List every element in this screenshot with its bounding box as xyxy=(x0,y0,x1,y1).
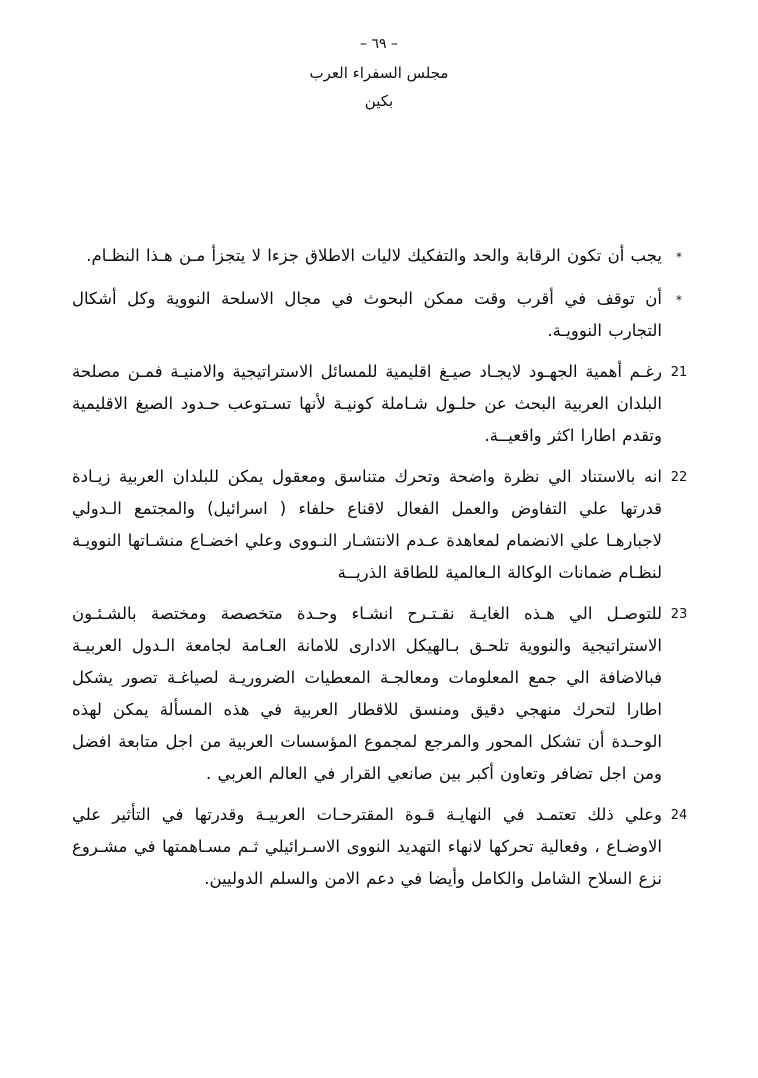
paragraph-marker: * xyxy=(676,250,682,264)
paragraph-bullet-1 xyxy=(72,240,696,274)
paragraph-21 xyxy=(72,356,696,452)
paragraph-marker: 21 xyxy=(670,365,688,380)
header-title-line-2: بكين xyxy=(364,92,394,110)
paragraph-bullet-2 xyxy=(72,283,696,347)
page-number: – ٦٩ – xyxy=(360,36,398,52)
paragraph-24 xyxy=(72,799,696,895)
paragraph-text: يجب أن تكون الرقابة والحد والتفكيك لاليات الاطلاق جزءا لا يتجزأ مـن هـذا النظـام. xyxy=(86,246,662,265)
header-title-line-1: مجلس السفراء العرب xyxy=(309,64,449,82)
paragraph-text: وعلي ذلك تعتمـد في النهايـة قـوة المقترحـات العربيـة وقدرتها في التأثير علي الاوضـاع ، وفعالية تحركها لانهاء التهديد النووى الاسـرائيلي ثـم مسـاهمتها في مشـروع نزع السلاح الشامل والكامل وأيضا في دعم الامن والسلم الدوليين. xyxy=(72,805,662,888)
paragraph-text: انه بالاستناد الي نظرة واضحة وتحرك متناسق ومعقول يمكن للبلدان العربية زيـادة قدرتها علي التفاوض والعمل الفعال لاقناع حلفاء ( اسرائيل) والمجتمع الـدولي لاجبارهـا علي الانضمام لمعاهدة عـدم الانتشـار النـووى وعلي اخضـاع منشـاتها النوويـة لنظـام ضمانات الوكالة الـعالمية للطاقة الذريــة xyxy=(72,467,662,582)
page-header xyxy=(0,0,758,110)
paragraph-text: للتوصـل الي هـذه الغايـة نقـتـرح انشـاء وحـدة متخصصة ومختصة بالشـئـون الاستراتيجية والنووية تلحـق بـالهيكل الادارى للامانة العـامة لجامعة الـدول العربيـة فبالاضافة الي جمع المعلومات ومعالجـة المعطيات الضروريـة لصياغـة تصور يشكل اطارا لتحرك منهجي دقيق ومنسق للاقطار العربية في هذه المسألة يمكن لهذه الوحـدة أن تشكل المحور والمرجع لمجموع المؤسسات العربية من اجل متابعة افضل ومن اجل تضافر وتعاون أكبر بين صانعي القرار في العالم العربي . xyxy=(72,604,662,783)
paragraph-text: أن توقف في أقرب وقت ممكن البحوث في مجال الاسلحة النووية وكل أشكال التجارب النوويـة. xyxy=(72,289,662,340)
paragraph-23 xyxy=(72,598,696,790)
paragraph-text: رغـم أهمية الجهـود لايجـاد صيـغ اقليمية للمسائل الاستراتيجية والامنيـة فمـن مصلحة البلدان العربية البحث عن حلـول شـاملة كونيـة لأنها تسـتوعب حـدود الصيغ الاقليمية وتقدم اطارا اكثر واقعيــة. xyxy=(72,362,662,445)
paragraph-marker: 24 xyxy=(670,808,688,823)
paragraph-marker: * xyxy=(676,293,682,307)
paragraph-marker: 22 xyxy=(670,470,688,485)
paragraph-22 xyxy=(72,461,696,589)
document-body xyxy=(0,110,758,895)
paragraph-marker: 23 xyxy=(670,607,688,622)
